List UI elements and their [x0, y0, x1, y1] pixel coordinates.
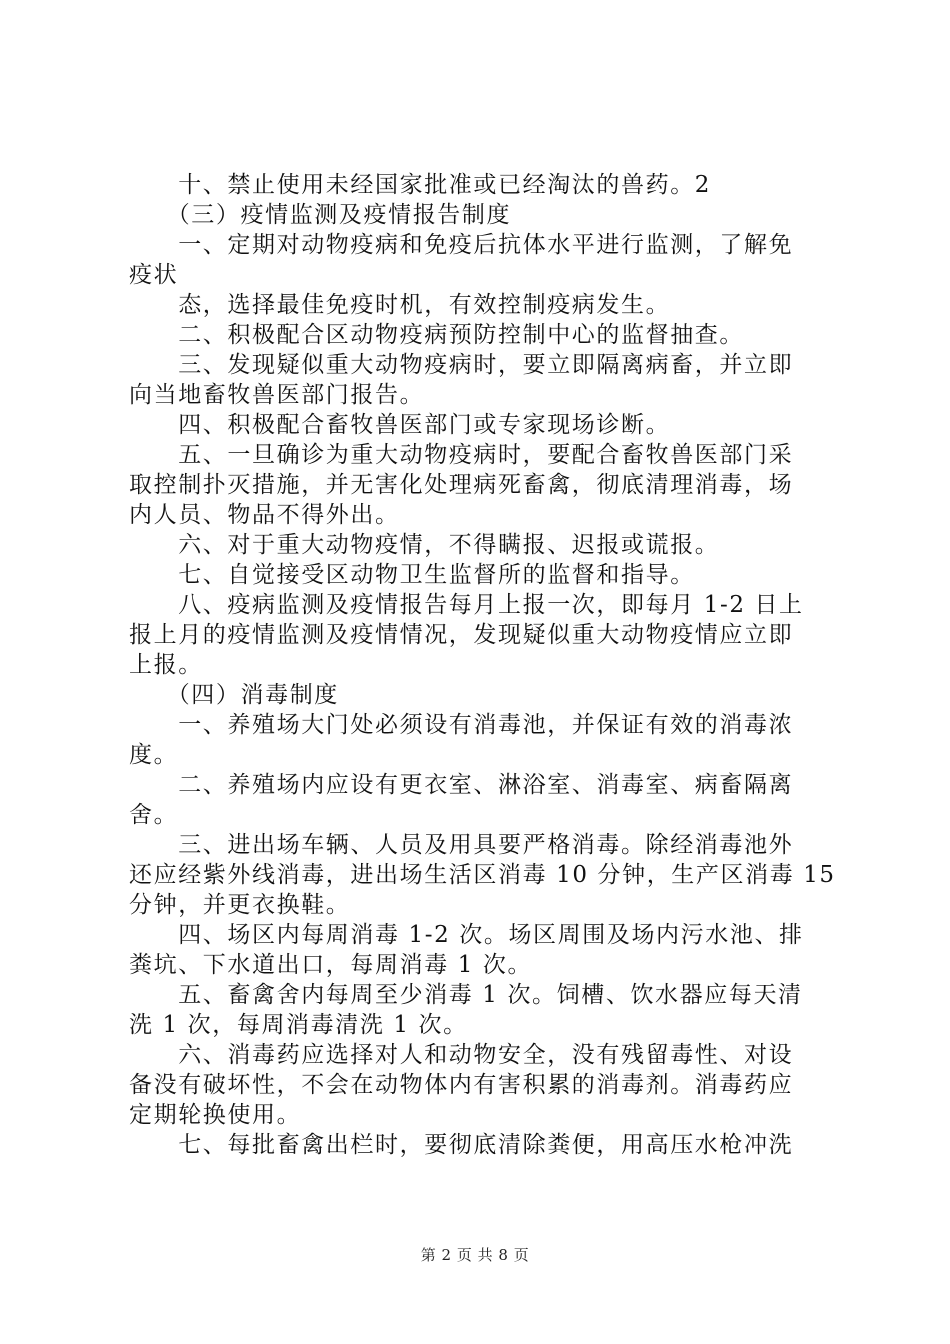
text-line: 七、自觉接受区动物卫生监督所的监督和指导。 — [129, 562, 695, 588]
text-line: 一、定期对动物疫病和免疫后抗体水平进行监测，了解免 — [129, 232, 794, 258]
text-line: 取控制扑灭措施，并无害化处理病死畜禽，彻底清理消毒，场 — [129, 472, 794, 498]
text-line: 四、场区内每周消毒 1-2 次。场区周围及场内污水池、排 — [129, 922, 804, 948]
text-line: 一、养殖场大门处必须设有消毒池，并保证有效的消毒浓 — [129, 712, 794, 738]
text-line: 疫状 — [129, 262, 179, 288]
text-line: 备没有破坏性，不会在动物体内有害积累的消毒剂。消毒药应 — [129, 1072, 794, 1098]
text-line: 二、积极配合区动物疫病预防控制中心的监督抽查。 — [129, 322, 744, 348]
text-line: 分钟，并更衣换鞋。 — [129, 892, 351, 918]
text-line: 二、养殖场内应设有更衣室、淋浴室、消毒室、病畜隔离 — [129, 772, 794, 798]
section-heading: （三）疫情监测及疫情报告制度 — [129, 202, 512, 228]
text-line: 定期轮换使用。 — [129, 1102, 302, 1128]
text-line: 向当地畜牧兽医部门报告。 — [129, 382, 425, 408]
text-line: 态，选择最佳免疫时机，有效控制疫病发生。 — [129, 292, 671, 318]
text-line: 五、一旦确诊为重大动物疫病时，要配合畜牧兽医部门采 — [129, 442, 794, 468]
text-line: 上报。 — [129, 652, 203, 678]
text-line: 六、对于重大动物疫情，不得瞒报、迟报或谎报。 — [129, 532, 720, 558]
page-footer: 第 2 页 共 8 页 — [420, 1246, 530, 1264]
text-line: 度。 — [129, 742, 179, 768]
text-line: 八、疫病监测及疫情报告每月上报一次，即每月 1-2 日上 — [129, 592, 804, 618]
text-line: 六、消毒药应选择对人和动物安全，没有残留毒性、对设 — [129, 1042, 794, 1068]
text-line: 五、畜禽舍内每周至少消毒 1 次。饲槽、饮水器应每天清 — [129, 982, 803, 1008]
text-line: 洗 1 次，每周消毒清洗 1 次。 — [129, 1012, 468, 1038]
text-line: 十、禁止使用未经国家批准或已经淘汰的兽药。2 — [129, 172, 712, 198]
text-line: 粪坑、下水道出口，每周消毒 1 次。 — [129, 952, 533, 978]
text-line: 七、每批畜禽出栏时，要彻底清除粪便，用高压水枪冲洗 — [129, 1132, 794, 1158]
document-body — [129, 170, 835, 1160]
text-line: 内人员、物品不得外出。 — [129, 502, 400, 528]
text-line: 三、发现疑似重大动物疫病时，要立即隔离病畜，并立即 — [129, 352, 794, 378]
text-line: 四、积极配合畜牧兽医部门或专家现场诊断。 — [129, 412, 671, 438]
section-heading: （四）消毒制度 — [129, 682, 339, 708]
text-line: 舍。 — [129, 802, 179, 828]
text-line: 还应经紫外线消毒，进出场生活区消毒 10 分钟，生产区消毒 15 — [129, 862, 836, 888]
text-line: 三、进出场车辆、人员及用具要严格消毒。除经消毒池外 — [129, 832, 794, 858]
text-line: 报上月的疫情监测及疫情情况，发现疑似重大动物疫情应立即 — [129, 622, 794, 648]
